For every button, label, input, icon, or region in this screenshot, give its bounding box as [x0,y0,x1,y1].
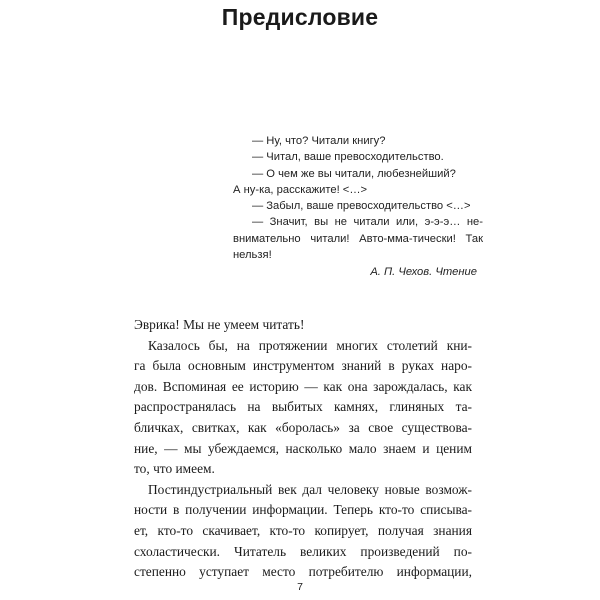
paragraph-line: распространялась на выбитых камнях, глиняных та- [134,399,472,415]
paragraph-line: то, что имеем. [134,461,215,477]
epigraph-line: внимательно читали! Авто-мма-тически! Так [233,232,483,245]
page-title: Предисловие [221,4,379,30]
epigraph-line: нельзя! [233,249,272,262]
paragraph-line: дов. Вспоминая ее историю — как она зарождалась, как [134,378,472,394]
epigraph-line: — Ну, что? Читали книгу? [252,135,386,147]
epigraph-line: — Забыл, ваше превосходительство <…> [252,200,471,213]
paragraph-line: схоластически. Читатель великих произведений по- [134,543,472,559]
paragraph-line: степенно уступает место потребителю информации, [134,564,472,580]
paragraph-line: Казалось бы, на протяжении многих столетий кни- [148,337,472,353]
epigraph [233,133,483,281]
paragraph-line: Постиндустриальный век дал человеку новые возмож- [148,481,472,497]
epigraph-attribution: А. П. Чехов. Чтение [370,266,477,279]
epigraph-line: А ну-ка, расскажите! <…> [233,183,368,196]
epigraph-line: — Значит, вы не читали или, э-э-э… не- [252,216,483,229]
paragraph-line: Эврика! Мы не умеем читать! [134,317,305,332]
body-text [134,315,472,583]
paragraph-line: ние, — мы убеждаемся, насколько мало знаем и ценим [134,440,472,456]
paragraph-line: ности в получении информации. Теперь кто-то списыва- [134,502,472,518]
paragraph-line: ет, кто-то скачивает, кто-то копирует, получая знания [134,522,472,538]
page-number: 7 [297,581,303,593]
epigraph-line: — О чем же вы читали, любезнейший? [252,167,456,180]
paragraph-line: га была основным инструментом знаний в руках наро- [134,358,472,374]
paragraph-line: бличках, свитках, как «боролась» за свое существова- [134,419,472,435]
epigraph-line: — Читал, ваше превосходительство. [252,151,444,164]
